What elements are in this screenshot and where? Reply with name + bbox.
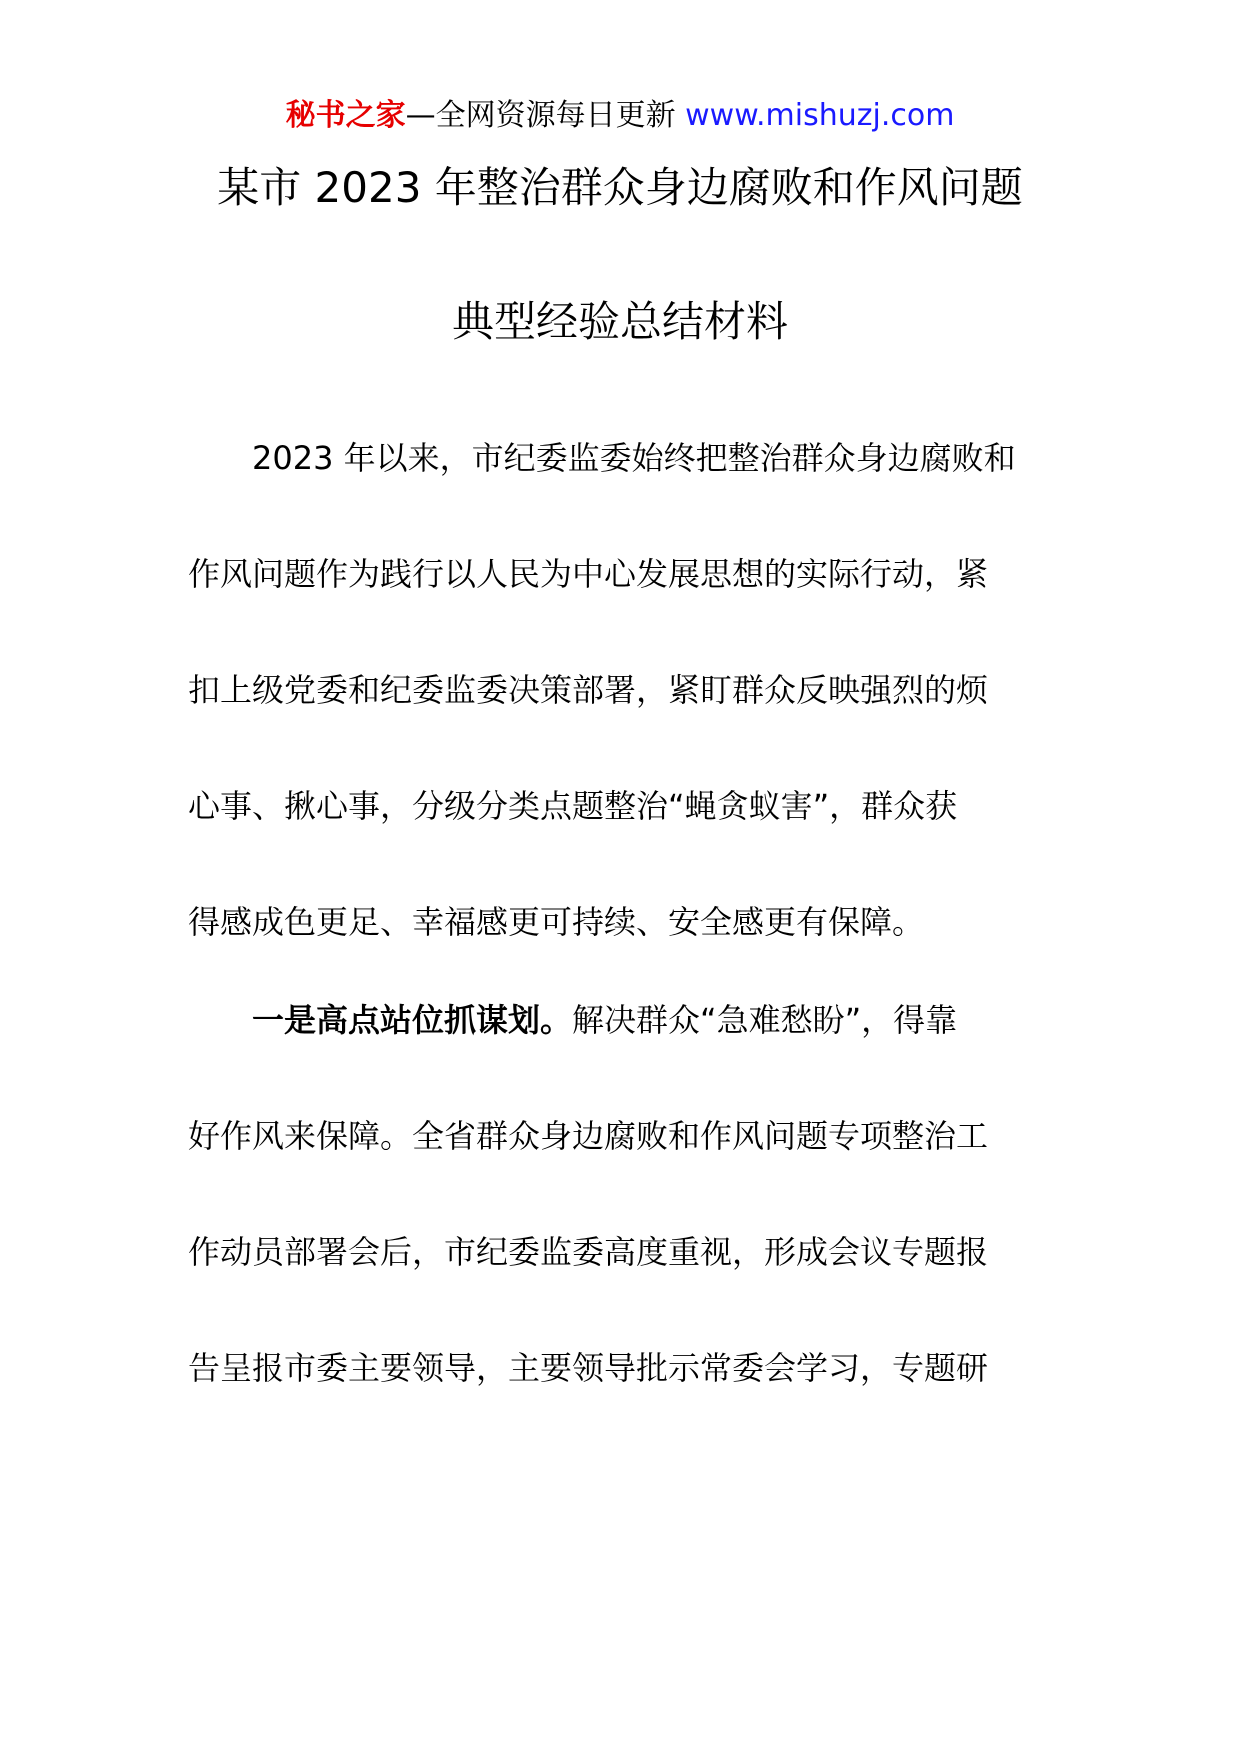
- section-heading-one: 一是高点站位抓谋划。: [252, 1001, 573, 1039]
- brand-slogan: —全网资源每日更新: [405, 98, 686, 133]
- document-title-line-2: 典型经验总结材料: [451, 297, 788, 346]
- paragraph-1-line-4: 心事、揪心事，分级分类点题整治“蝇贪蚁害”，群众获: [188, 787, 958, 825]
- paragraph-1-line-3: 扣上级党委和纪委监委决策部署，紧盯群众反映强烈的烦: [188, 671, 989, 709]
- brand-name: 秘书之家: [285, 98, 406, 133]
- paragraph-2-line-2: 好作风来保障。全省群众身边腐败和作风问题专项整治工: [188, 1117, 989, 1155]
- paragraph-2-line-1: [252, 998, 957, 1042]
- watermark-header: [0, 96, 1240, 136]
- paragraph-1-line-1: 2023 年以来，市纪委监委始终把整治群众身边腐败和: [252, 439, 1016, 477]
- paragraph-2-line-3: 作动员部署会后，市纪委监委高度重视，形成会议专题报: [188, 1233, 989, 1271]
- paragraph-2-line-1-text: 解决群众“急难愁盼”，得靠: [572, 1001, 958, 1039]
- paragraph-2-line-4: 告呈报市委主要领导，主要领导批示常委会学习，专题研: [188, 1349, 989, 1387]
- paragraph-1-line-5: 得感成色更足、幸福感更可持续、安全感更有保障。: [188, 903, 925, 941]
- paragraph-1-line-2: 作风问题作为践行以人民为中心发展思想的实际行动，紧: [188, 555, 989, 593]
- document-title-line-1: 某市 2023 年整治群众身边腐败和作风问题: [217, 163, 1023, 212]
- site-url-link[interactable]: www.mishuzj.com: [685, 98, 955, 133]
